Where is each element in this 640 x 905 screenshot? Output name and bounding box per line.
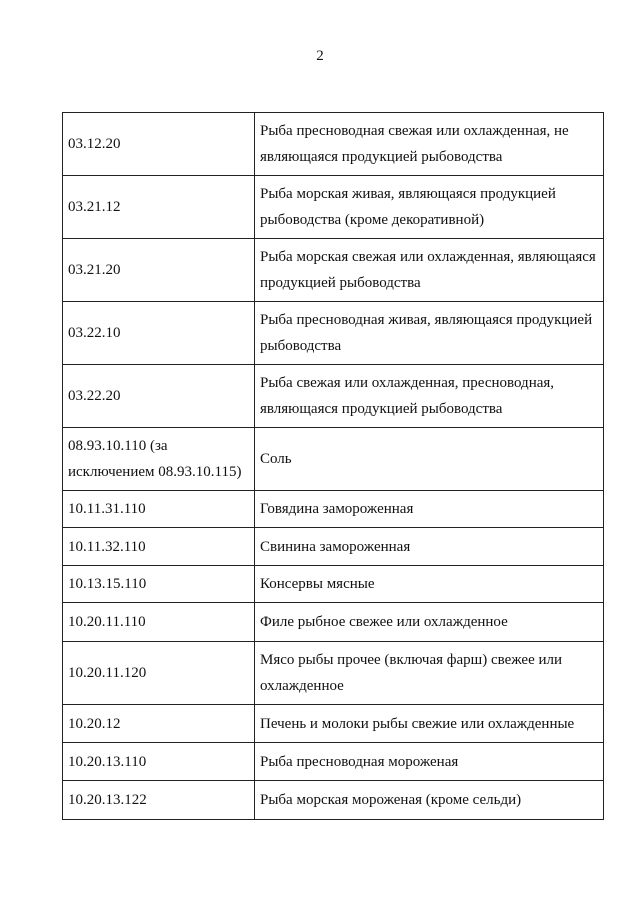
- table-row: [63, 642, 604, 705]
- description-cell: Рыба морская свежая или охлажденная, являющаяся продукцией рыбоводства: [255, 239, 604, 302]
- table-row: [63, 365, 604, 428]
- table-row: [63, 528, 604, 566]
- table-row: [63, 428, 604, 491]
- table-row: [63, 781, 604, 820]
- description-cell: Филе рыбное свежее или охлажденное: [255, 603, 604, 642]
- description-cell: Рыба пресноводная мороженая: [255, 743, 604, 781]
- description-cell: Консервы мясные: [255, 566, 604, 603]
- description-cell: Рыба пресноводная свежая или охлажденная, не являющаяся продукцией рыбоводства: [255, 113, 604, 176]
- table-row: [63, 302, 604, 365]
- description-cell: Рыба свежая или охлажденная, пресноводная, являющаяся продукцией рыбоводства: [255, 365, 604, 428]
- code-cell: 10.11.32.110: [63, 528, 255, 566]
- table-row: [63, 176, 604, 239]
- code-cell: 03.21.12: [63, 176, 255, 239]
- table-row: [63, 603, 604, 642]
- description-cell: Рыба морская живая, являющаяся продукцией рыбоводства (кроме декоративной): [255, 176, 604, 239]
- description-cell: Говядина замороженная: [255, 491, 604, 528]
- description-cell: Соль: [255, 428, 604, 491]
- table-row: [63, 705, 604, 743]
- code-cell: 10.20.13.122: [63, 781, 255, 820]
- description-cell: Рыба морская мороженая (кроме сельди): [255, 781, 604, 820]
- code-cell: 03.21.20: [63, 239, 255, 302]
- code-cell: 03.22.10: [63, 302, 255, 365]
- description-cell: Свинина замороженная: [255, 528, 604, 566]
- code-cell: 08.93.10.110 (за исключением 08.93.10.115): [63, 428, 255, 491]
- table-row: [63, 491, 604, 528]
- code-cell: 10.13.15.110: [63, 566, 255, 603]
- table-row: [63, 113, 604, 176]
- table-row: [63, 566, 604, 603]
- description-cell: Рыба пресноводная живая, являющаяся продукцией рыбоводства: [255, 302, 604, 365]
- description-cell: Мясо рыбы прочее (включая фарш) свежее или охлажденное: [255, 642, 604, 705]
- table-row: [63, 239, 604, 302]
- product-code-table: [62, 112, 604, 820]
- code-cell: 10.11.31.110: [63, 491, 255, 528]
- code-cell: 10.20.11.110: [63, 603, 255, 642]
- code-cell: 03.12.20: [63, 113, 255, 176]
- code-cell: 10.20.13.110: [63, 743, 255, 781]
- table-row: [63, 743, 604, 781]
- code-cell: 10.20.12: [63, 705, 255, 743]
- code-cell: 10.20.11.120: [63, 642, 255, 705]
- description-cell: Печень и молоки рыбы свежие или охлажденные: [255, 705, 604, 743]
- page-number: 2: [316, 48, 324, 64]
- code-cell: 03.22.20: [63, 365, 255, 428]
